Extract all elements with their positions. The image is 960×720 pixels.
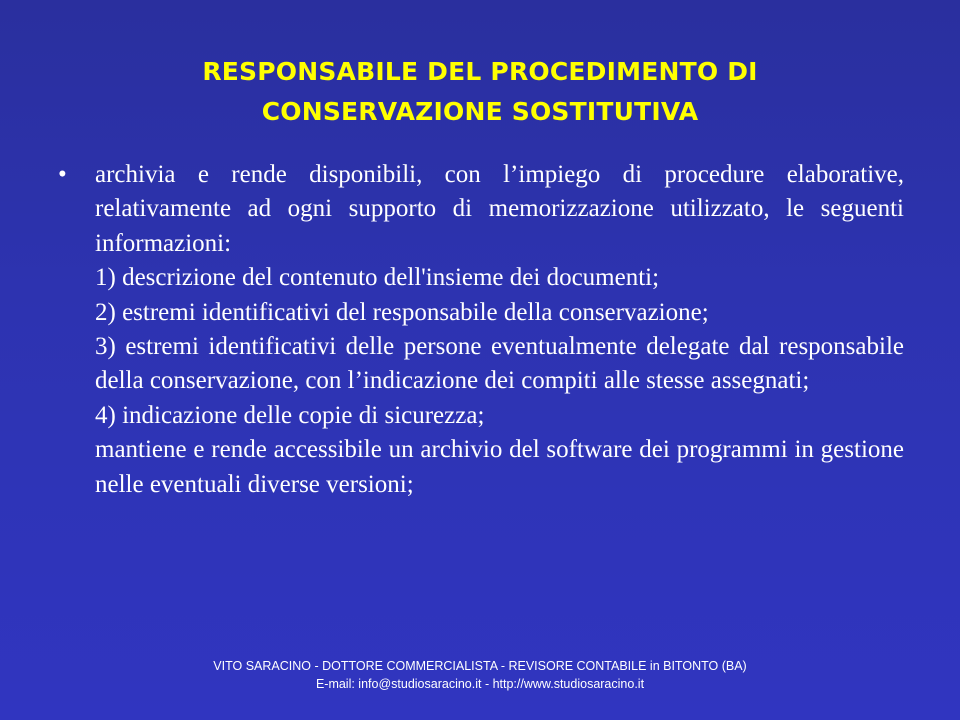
footer-contact-line: E-mail: info@studiosaracino.it - http://www.studiosaracino.it [315, 677, 645, 691]
list-item-4: 4) indicazione delle copie di sicurezza; [95, 401, 485, 429]
footer-author-line: VITO SARACINO - DOTTORE COMMERCIALISTA - REVISORE CONTABILE in BITONTO (BA) [213, 659, 747, 673]
slide-title [60, 52, 900, 132]
list-item-3: 3) estremi identificativi delle persone eventualmente delegate dal responsabile della conservazione, con l’indicazione dei compiti alle stesse assegnati; [95, 333, 904, 395]
slide-title-line-2: CONSERVAZIONE SOSTITUTIVA [261, 97, 699, 126]
slide-footer [0, 657, 960, 693]
bullet-marker: • [58, 161, 67, 188]
bullet-intro-text: archivia e rende disponibili, con l’impiego di procedure elaborative, relativamente ad ogni supporto di memorizzazione utilizzato, le seguenti informazioni: [95, 161, 904, 257]
slide-body [58, 158, 904, 502]
list-item-1: 1) descrizione del contenuto dell'insieme dei documenti; [95, 264, 660, 292]
closing-text: mantiene e rende accessibile un archivio del software dei programmi in gestione nelle eventuali diverse versioni; [95, 436, 904, 498]
bullet-item [58, 158, 904, 502]
slide-title-line-1: RESPONSABILE DEL PROCEDIMENTO DI [202, 57, 758, 86]
list-item-2: 2) estremi identificativi del responsabile della conservazione; [95, 298, 709, 326]
